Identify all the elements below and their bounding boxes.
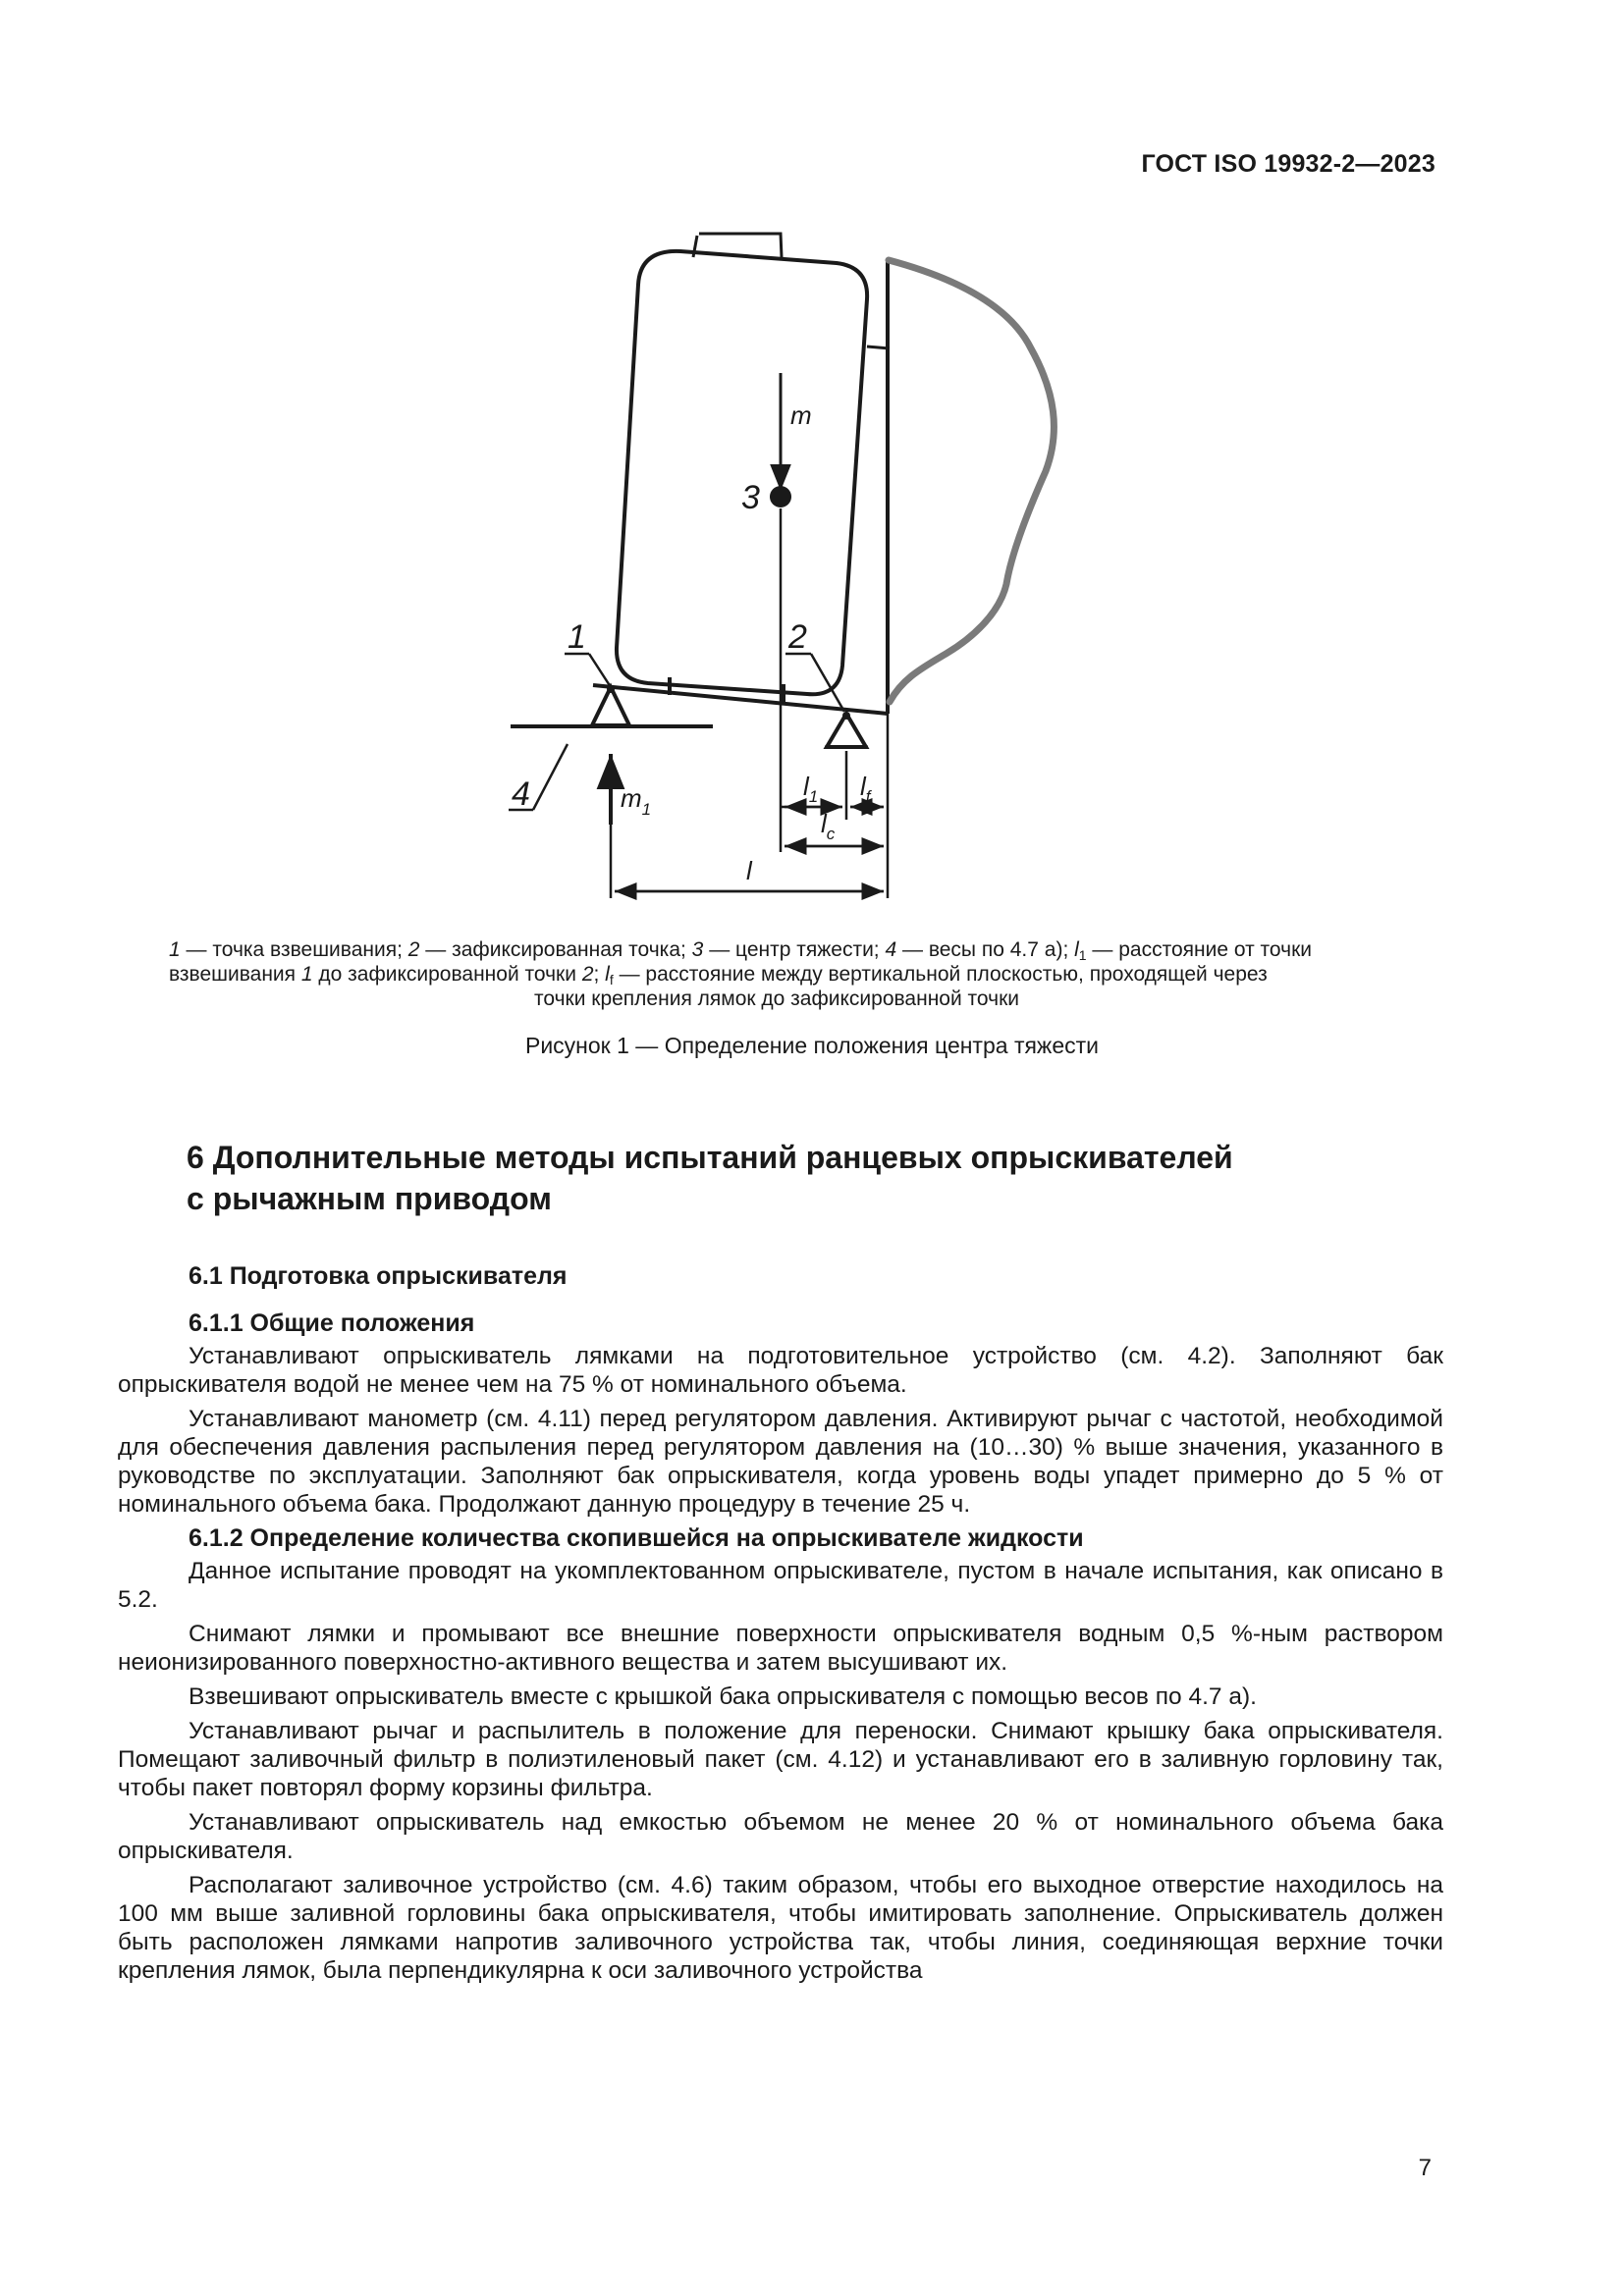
legend-run: — весы по 4.7 а); <box>896 938 1075 961</box>
paragraph: Располагают заливочное устройство (см. 4.6) таким образом, чтобы его выходное отверстие находилось на 100 мм выше заливной горловины бака опрыскивателя, чтобы имитировать заполнение. Опрыскиватель должен быть расположен лямками напротив заливочного устройства так, чтобы линия, соединяющая верхние точки крепления лямок, была перпендикулярна к оси заливочного устройства <box>118 1872 1443 1984</box>
label-scale-4: 4 <box>512 775 530 813</box>
paragraph: Устанавливают рычаг и распылитель в положение для переноски. Снимают крышку бака опрыскивателя. Помещают заливочный фильтр в полиэтиленовый пакет (см. 4.12) и устанавливают его в заливную горловину так, чтобы пакет повторял форму корзины фильтра. <box>118 1718 1443 1801</box>
svg-text:lf <box>860 772 873 806</box>
operator-back-outline <box>889 260 1054 702</box>
legend-run: точки крепления лямок до зафиксированной точки <box>533 988 1020 1010</box>
label-lf-sub: f <box>865 787 871 806</box>
legend-line-3 <box>169 987 1384 1011</box>
legend-run: взвешивания <box>169 963 301 986</box>
center-of-gravity-point <box>770 486 791 507</box>
label-mass: m <box>790 400 812 430</box>
heading-6-1-2: 6.1.2 Определение количества скопившейся на опрыскивателе жидкости <box>189 1524 1084 1552</box>
label-point-3: 3 <box>741 479 760 516</box>
page-number: 7 <box>1418 2155 1432 2181</box>
weighing-point-support <box>592 685 629 725</box>
figure-legend <box>169 937 1384 1011</box>
legend-run: до зафиксированной точки <box>312 963 582 986</box>
legend-run: — зафиксированная точка; <box>419 938 692 961</box>
legend-run: — точка взвешивания; <box>180 938 408 961</box>
label-l1: l <box>803 772 809 801</box>
svg-text:l1 <box>803 772 818 806</box>
legend-run: 1 <box>1078 947 1087 963</box>
legend-run: l <box>1074 938 1079 961</box>
legend-run: 1 <box>300 963 313 986</box>
paragraph: Взвешивают опрыскиватель вместе с крышкой бака опрыскивателя с помощью весов по 4.7 а). <box>189 1683 1257 1710</box>
center-of-gravity-diagram <box>0 0 1624 942</box>
label-l1-sub: 1 <box>808 787 819 806</box>
paragraph: Данное испытание проводят на укомплектованном опрыскивателе, пустом в начале испытания, как описано в 5.2. <box>118 1558 1443 1613</box>
document-id: ГОСТ ISO 19932-2—2023 <box>1141 150 1435 178</box>
svg-text:m1 <box>621 783 651 819</box>
fixed-point-support <box>825 712 868 747</box>
legend-run: ; <box>593 963 606 986</box>
heading-6-1: 6.1 Подготовка опрыскивателя <box>189 1262 568 1290</box>
legend-line-1 <box>169 937 1384 962</box>
legend-run: 3 <box>691 938 704 961</box>
sprayer-tank-shape <box>617 234 890 702</box>
label-point-1: 1 <box>568 618 586 656</box>
legend-run: 2 <box>407 938 420 961</box>
heading-6-1-1: 6.1.1 Общие положения <box>189 1309 475 1337</box>
legend-line-2 <box>169 962 1384 987</box>
legend-run: f <box>609 972 614 988</box>
section-title-line-1: 6 Дополнительные методы испытаний ранцевых опрыскивателей <box>187 1140 1233 1175</box>
paragraph: Устанавливают опрыскиватель над емкостью объемом не менее 20 % от номинального объема бака опрыскивателя. <box>118 1809 1443 1864</box>
legend-run: 1 <box>169 938 181 961</box>
legend-run: 2 <box>581 963 594 986</box>
label-lc: l <box>821 809 827 838</box>
figure-1 <box>0 0 1624 942</box>
paragraph: Снимают лямки и промывают все внешние поверхности опрыскивателя водным 0,5 %-ным раствором неионизированного поверхностно-активного вещества и затем высушивают их. <box>118 1621 1443 1676</box>
label-mass-1: m <box>621 783 642 813</box>
label-point-2: 2 <box>788 618 807 656</box>
svg-text:lc <box>821 809 836 843</box>
legend-run: — центр тяжести; <box>703 938 886 961</box>
legend-run: — расстояние между вертикальной плоскостью, проходящей через <box>613 963 1268 986</box>
label-mass-1-sub: 1 <box>641 800 652 819</box>
legend-run: 4 <box>885 938 897 961</box>
legend-run: — расстояние от точки <box>1086 938 1313 961</box>
label-l: l <box>746 856 752 885</box>
legend-run: l <box>605 963 610 986</box>
section-6-body <box>118 1262 1443 1991</box>
section-title-line-2: с рычажным приводом <box>187 1181 552 1216</box>
figure-caption: Рисунок 1 — Определение положения центра тяжести <box>524 1033 1099 1058</box>
section-6-title <box>187 1137 1463 1219</box>
label-lf: l <box>860 772 866 801</box>
paragraph: Устанавливают опрыскиватель лямками на подготовительное устройство (см. 4.2). Заполняют бак опрыскивателя водой не менее чем на 75 % от номинального объема. <box>118 1343 1443 1398</box>
label-lc-sub: c <box>826 825 836 843</box>
paragraph: Устанавливают манометр (см. 4.11) перед регулятором давления. Активируют рычаг с частотой, необходимой для обеспечения давления распыления перед регулятором давления на (10…30) % выше значения, указанного в руководстве по эксплуатации. Заполняют бак опрыскивателя, когда уровень воды упадет примерно до 5 % от номинального объема бака. Продолжают данную процедуру в течение 25 ч. <box>118 1406 1443 1518</box>
